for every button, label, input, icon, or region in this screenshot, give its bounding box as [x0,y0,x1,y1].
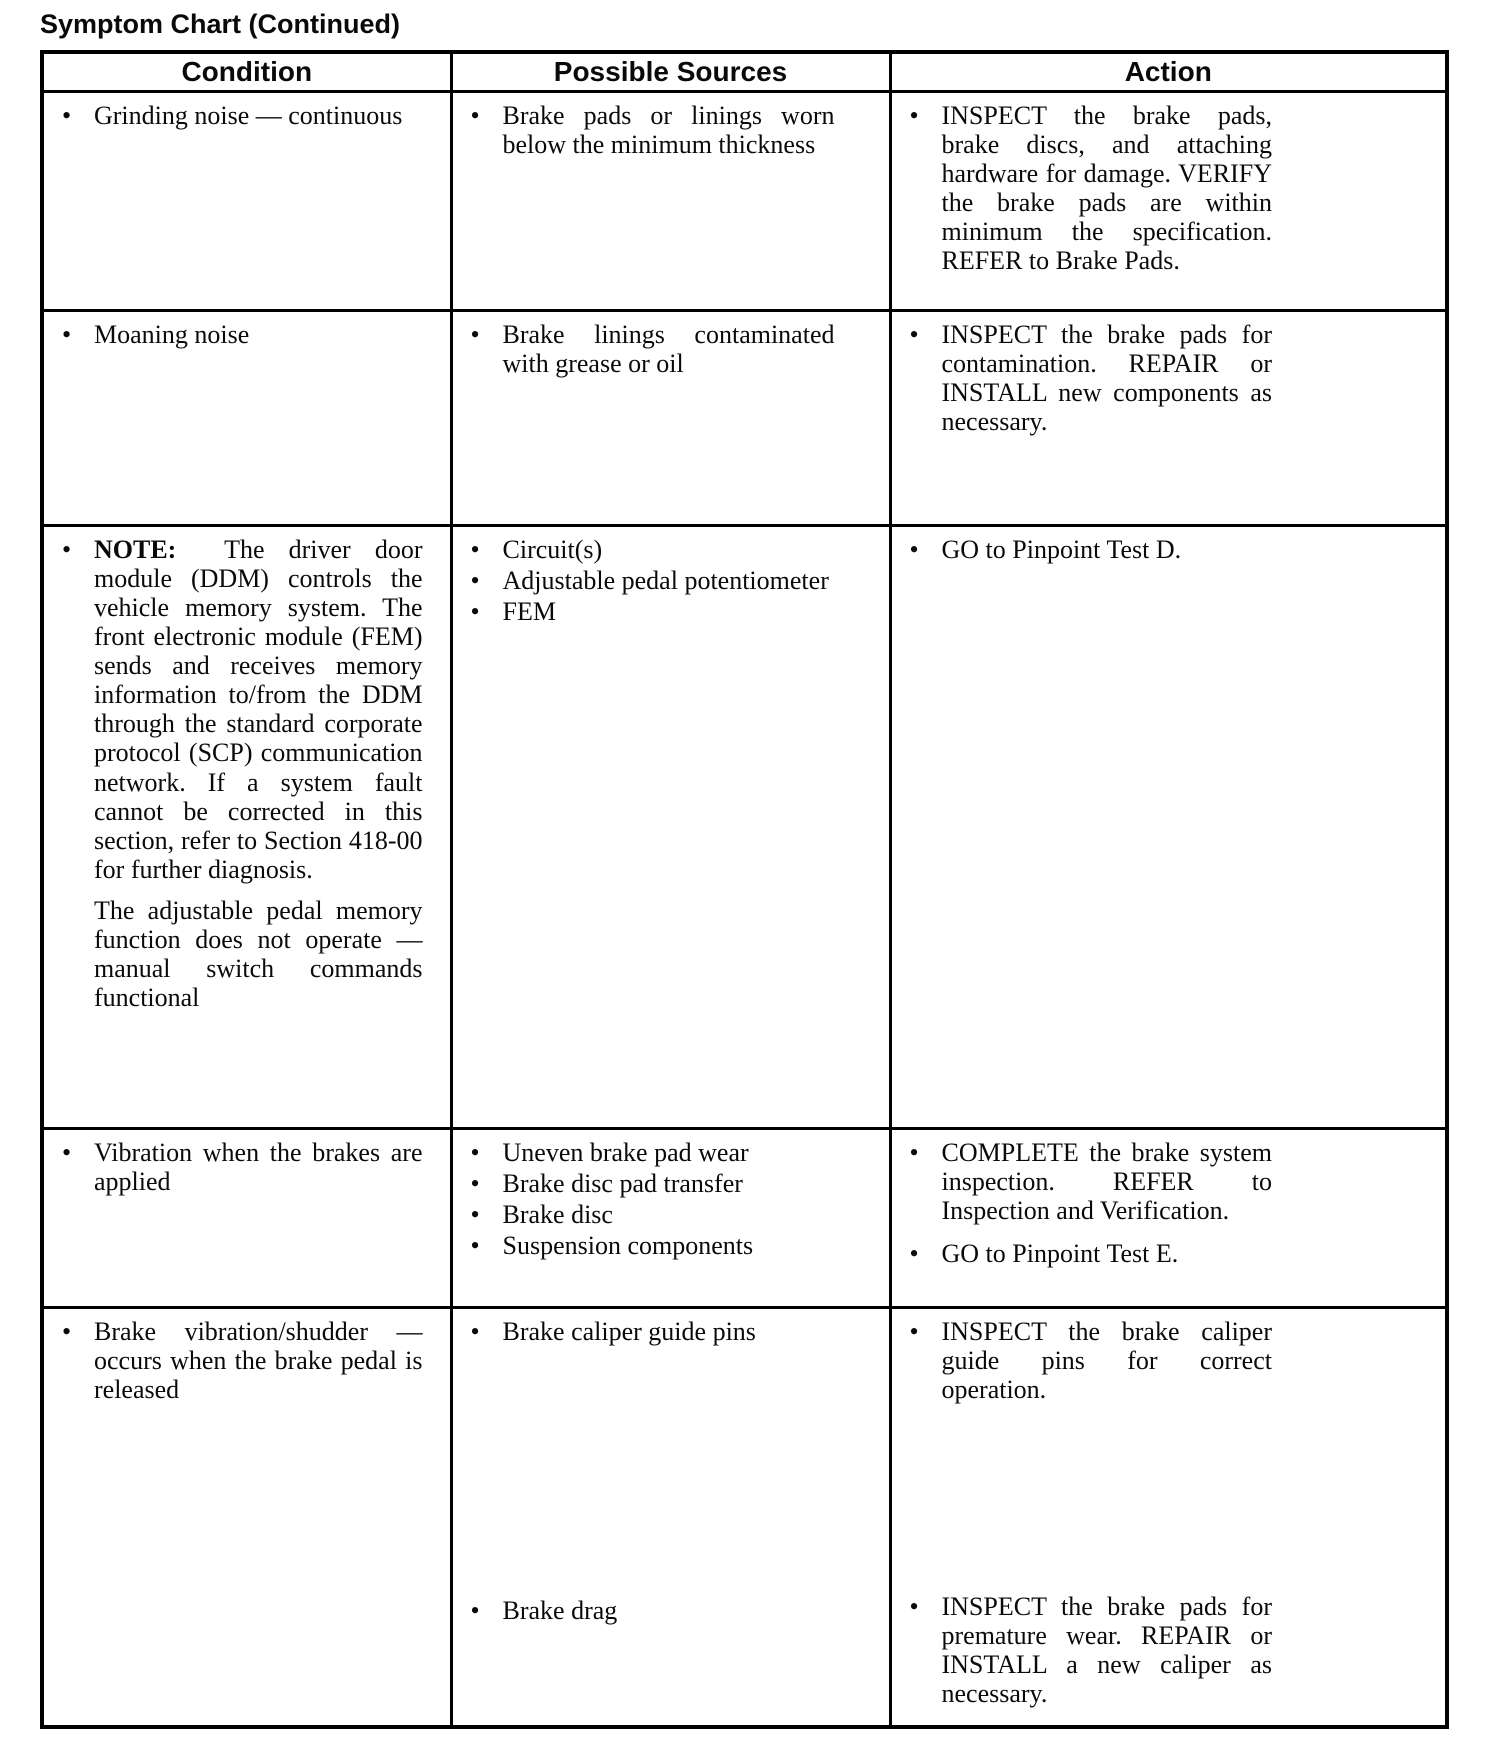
bullet-icon: • [62,100,72,130]
condition-text: Vibration when the brakes are applied [94,1137,423,1196]
bullet-icon: • [470,1137,480,1167]
sources-item [469,1200,835,1229]
actions-item [908,1592,1273,1708]
sources-item [469,1169,835,1198]
sources-text: Brake pads or linings worn below the minimum thickness [502,100,835,159]
bullet-icon: • [470,1595,480,1625]
condition-cell [42,310,451,525]
column-header-condition: Condition [42,52,451,92]
sources-text: Adjustable pedal potentiometer [502,565,829,595]
actions-item [908,1317,1273,1404]
header-row [42,52,1447,92]
bullet-icon: • [909,319,919,349]
table-row [42,91,1447,310]
actions-text: INSPECT the brake pads for contamination. REPAIR or INSTALL new components as necessary. [941,319,1272,437]
sources-item [469,566,835,595]
sources-item [469,101,835,159]
action-cell [890,525,1447,1128]
action-cell [890,1307,1447,1727]
condition-cell [42,1128,451,1307]
condition-cell [42,525,451,1128]
actions-item [908,535,1273,564]
bullet-icon: • [470,565,480,595]
sources-text: Brake disc pad transfer [502,1168,743,1198]
bullet-icon: • [470,534,480,564]
symptom-chart-table [40,50,1449,1729]
sources-text: Brake drag [502,1595,618,1625]
bullet-icon: • [909,1316,919,1346]
bullet-icon: • [62,1316,72,1346]
table-row [42,310,1447,525]
condition-item [60,896,423,1012]
actions-text: INSPECT the brake caliper guide pins for correct operation. [941,1316,1272,1404]
possible-sources-cell [451,91,890,310]
condition-item [60,1317,423,1404]
condition-text: Grinding noise — continuous [94,100,403,130]
sources-text: Brake disc [502,1199,613,1229]
sources-text: Brake linings contaminated with grease or oil [502,319,835,378]
column-header-possible-sources: Possible Sources [451,52,890,92]
sources-text: Circuit(s) [502,534,603,564]
bullet-icon: • [62,534,72,564]
sources-item [469,1317,835,1346]
bullet-icon: • [470,1316,480,1346]
column-header-action: Action [890,52,1447,92]
sources-item [469,320,835,378]
page-title: Symptom Chart (Continued) [40,9,400,39]
note-label: NOTE: [94,534,177,564]
sources-item [469,535,835,564]
action-cell [890,310,1447,525]
bullet-icon: • [470,1231,480,1261]
sources-item [469,1596,835,1625]
actions-text: GO to Pinpoint Test E. [941,1239,1179,1269]
actions-item [908,1239,1273,1268]
actions-text: COMPLETE the brake system inspection. REFER to Inspection and Verification. [941,1137,1272,1225]
condition-item [60,101,423,130]
possible-sources-cell [451,1307,890,1727]
table-row [42,525,1447,1128]
actions-text: INSPECT the brake pads, brake discs, and attaching hardware for damage. VERIFY the brake pads are within minimum the specification. REFER to Brake Pads. [941,100,1272,276]
bullet-icon: • [909,1592,919,1622]
condition-text: NOTE: The driver door module (DDM) controls the vehicle memory system. The front electronic module (FEM) sends and receives memory information to/from the DDM through the standard corporate protocol (SCP) communication network. If a system fault cannot be corrected in this section, refer to Section 418-00 for further diagnosis. [94,534,423,884]
bullet-icon: • [909,1137,919,1167]
bullet-icon: • [909,534,919,564]
sources-item [469,1138,835,1167]
condition-cell [42,1307,451,1727]
condition-text: Moaning noise [94,319,250,349]
actions-item [908,1138,1273,1225]
actions-text: INSPECT the brake pads for premature wear. REPAIR or INSTALL a new caliper as necessary. [941,1592,1272,1709]
bullet-icon: • [62,319,72,349]
condition-item [60,535,423,884]
condition-cell [42,91,451,310]
bullet-icon: • [909,1239,919,1269]
actions-text: GO to Pinpoint Test D. [941,534,1182,564]
bullet-icon: • [470,319,480,349]
table-row [42,1128,1447,1307]
actions-item [908,320,1273,436]
action-cell [890,1128,1447,1307]
condition-item [60,320,423,349]
symptom-table-body [42,91,1447,1727]
bullet-icon: • [470,100,480,130]
bullet-icon: • [62,1137,72,1167]
bullet-icon: • [470,596,480,626]
condition-text: The adjustable pedal memory function does not operate — manual switch commands functional [94,896,423,1013]
table-row [42,1307,1447,1727]
sources-text: Uneven brake pad wear [502,1137,749,1167]
bullet-icon: • [470,1199,480,1229]
condition-item [60,1138,423,1196]
condition-text: Brake vibration/shudder — occurs when the brake pedal is released [94,1316,423,1404]
sources-text: Suspension components [502,1231,754,1261]
possible-sources-cell [451,525,890,1128]
possible-sources-cell [451,1128,890,1307]
sources-text: FEM [502,596,556,626]
sources-item [469,597,835,626]
action-cell [890,91,1447,310]
sources-item [469,1231,835,1260]
sources-text: Brake caliper guide pins [502,1316,756,1346]
possible-sources-cell [451,310,890,525]
bullet-icon: • [470,1168,480,1198]
bullet-icon: • [909,100,919,130]
actions-item [908,101,1273,276]
